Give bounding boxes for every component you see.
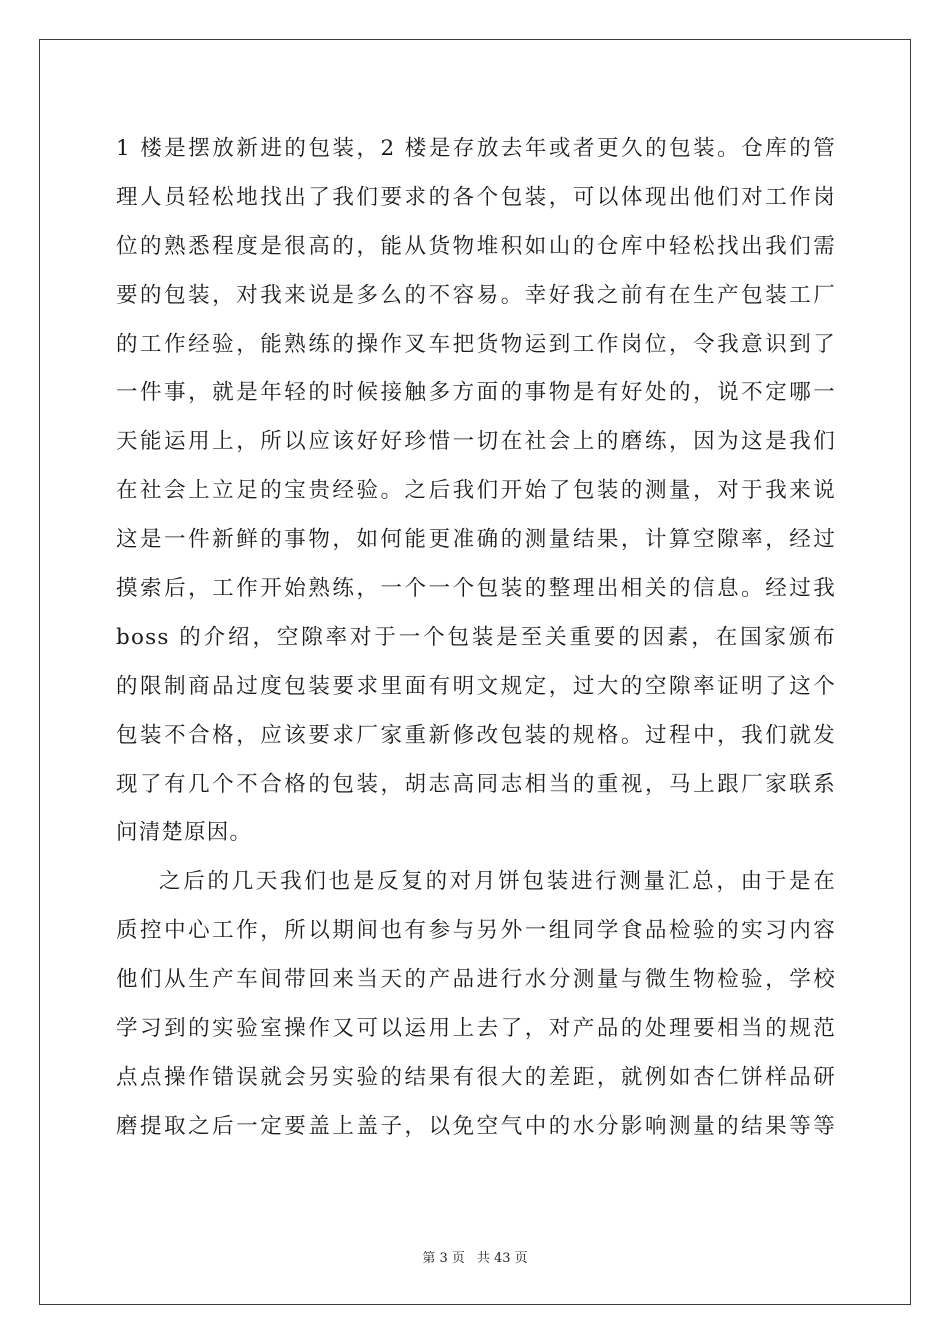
- text-line: 他们从生产车间带回来当天的产品进行水分测量与微生物检验，学校: [116, 967, 836, 993]
- text-line: 问清楚原因。: [116, 820, 253, 846]
- text-line: 的限制商品过度包装要求里面有明文规定，过大的空隙率证明了这个: [116, 673, 836, 699]
- text-line: 天能运用上，所以应该好好珍惜一切在社会上的磨练，因为这是我们: [116, 429, 836, 455]
- text-line: 摸索后，工作开始熟练，一个一个包装的整理出相关的信息。经过我: [116, 576, 836, 602]
- paragraph-start-line: 之后的几天我们也是反复的对月饼包装进行测量汇总，由于是在: [159, 869, 836, 895]
- text-line: 这是一件新鲜的事物，如何能更准确的测量结果，计算空隙率，经过: [116, 527, 836, 553]
- page-total: 共 43 页: [476, 1251, 528, 1266]
- text-line: 要的包装，对我来说是多么的不容易。幸好我之前有在生产包装工厂: [116, 282, 836, 308]
- body-text: [116, 125, 836, 1152]
- page-footer: [0, 1247, 950, 1266]
- text-line: 现了有几个不合格的包装，胡志高同志相当的重视，马上跟厂家联系: [116, 771, 836, 797]
- text-line: 在社会上立足的宝贵经验。之后我们开始了包装的测量，对于我来说: [116, 478, 836, 504]
- text-line: 的工作经验，能熟练的操作叉车把货物运到工作岗位，令我意识到了: [116, 331, 836, 357]
- text-line: 包装不合格，应该要求厂家重新修改包装的规格。过程中，我们就发: [116, 722, 836, 748]
- text-line: 一件事，就是年轻的时候接触多方面的事物是有好处的，说不定哪一: [116, 380, 836, 406]
- text-line: 位的熟悉程度是很高的，能从货物堆积如山的仓库中轻松找出我们需: [116, 233, 836, 259]
- text-line: 1 楼是摆放新进的包装，2 楼是存放去年或者更久的包装。仓库的管: [116, 136, 836, 161]
- text-line: 学习到的实验室操作又可以运用上去了，对产品的处理要相当的规范: [116, 1016, 836, 1042]
- text-line: 理人员轻松地找出了我们要求的各个包装，可以体现出他们对工作岗: [116, 184, 836, 210]
- text-line: 点点操作错误就会另实验的结果有很大的差距，就例如杏仁饼样品研: [116, 1064, 836, 1090]
- text-line: boss 的介绍，空隙率对于一个包装是至关重要的因素，在国家颁布: [116, 624, 836, 650]
- text-line: 质控中心工作，所以期间也有参与另外一组同学食品检验的实习内容: [116, 918, 836, 944]
- text-line: 磨提取之后一定要盖上盖子，以免空气中的水分影响测量的结果等等: [116, 1113, 836, 1139]
- page-number: 第 3 页: [422, 1251, 465, 1266]
